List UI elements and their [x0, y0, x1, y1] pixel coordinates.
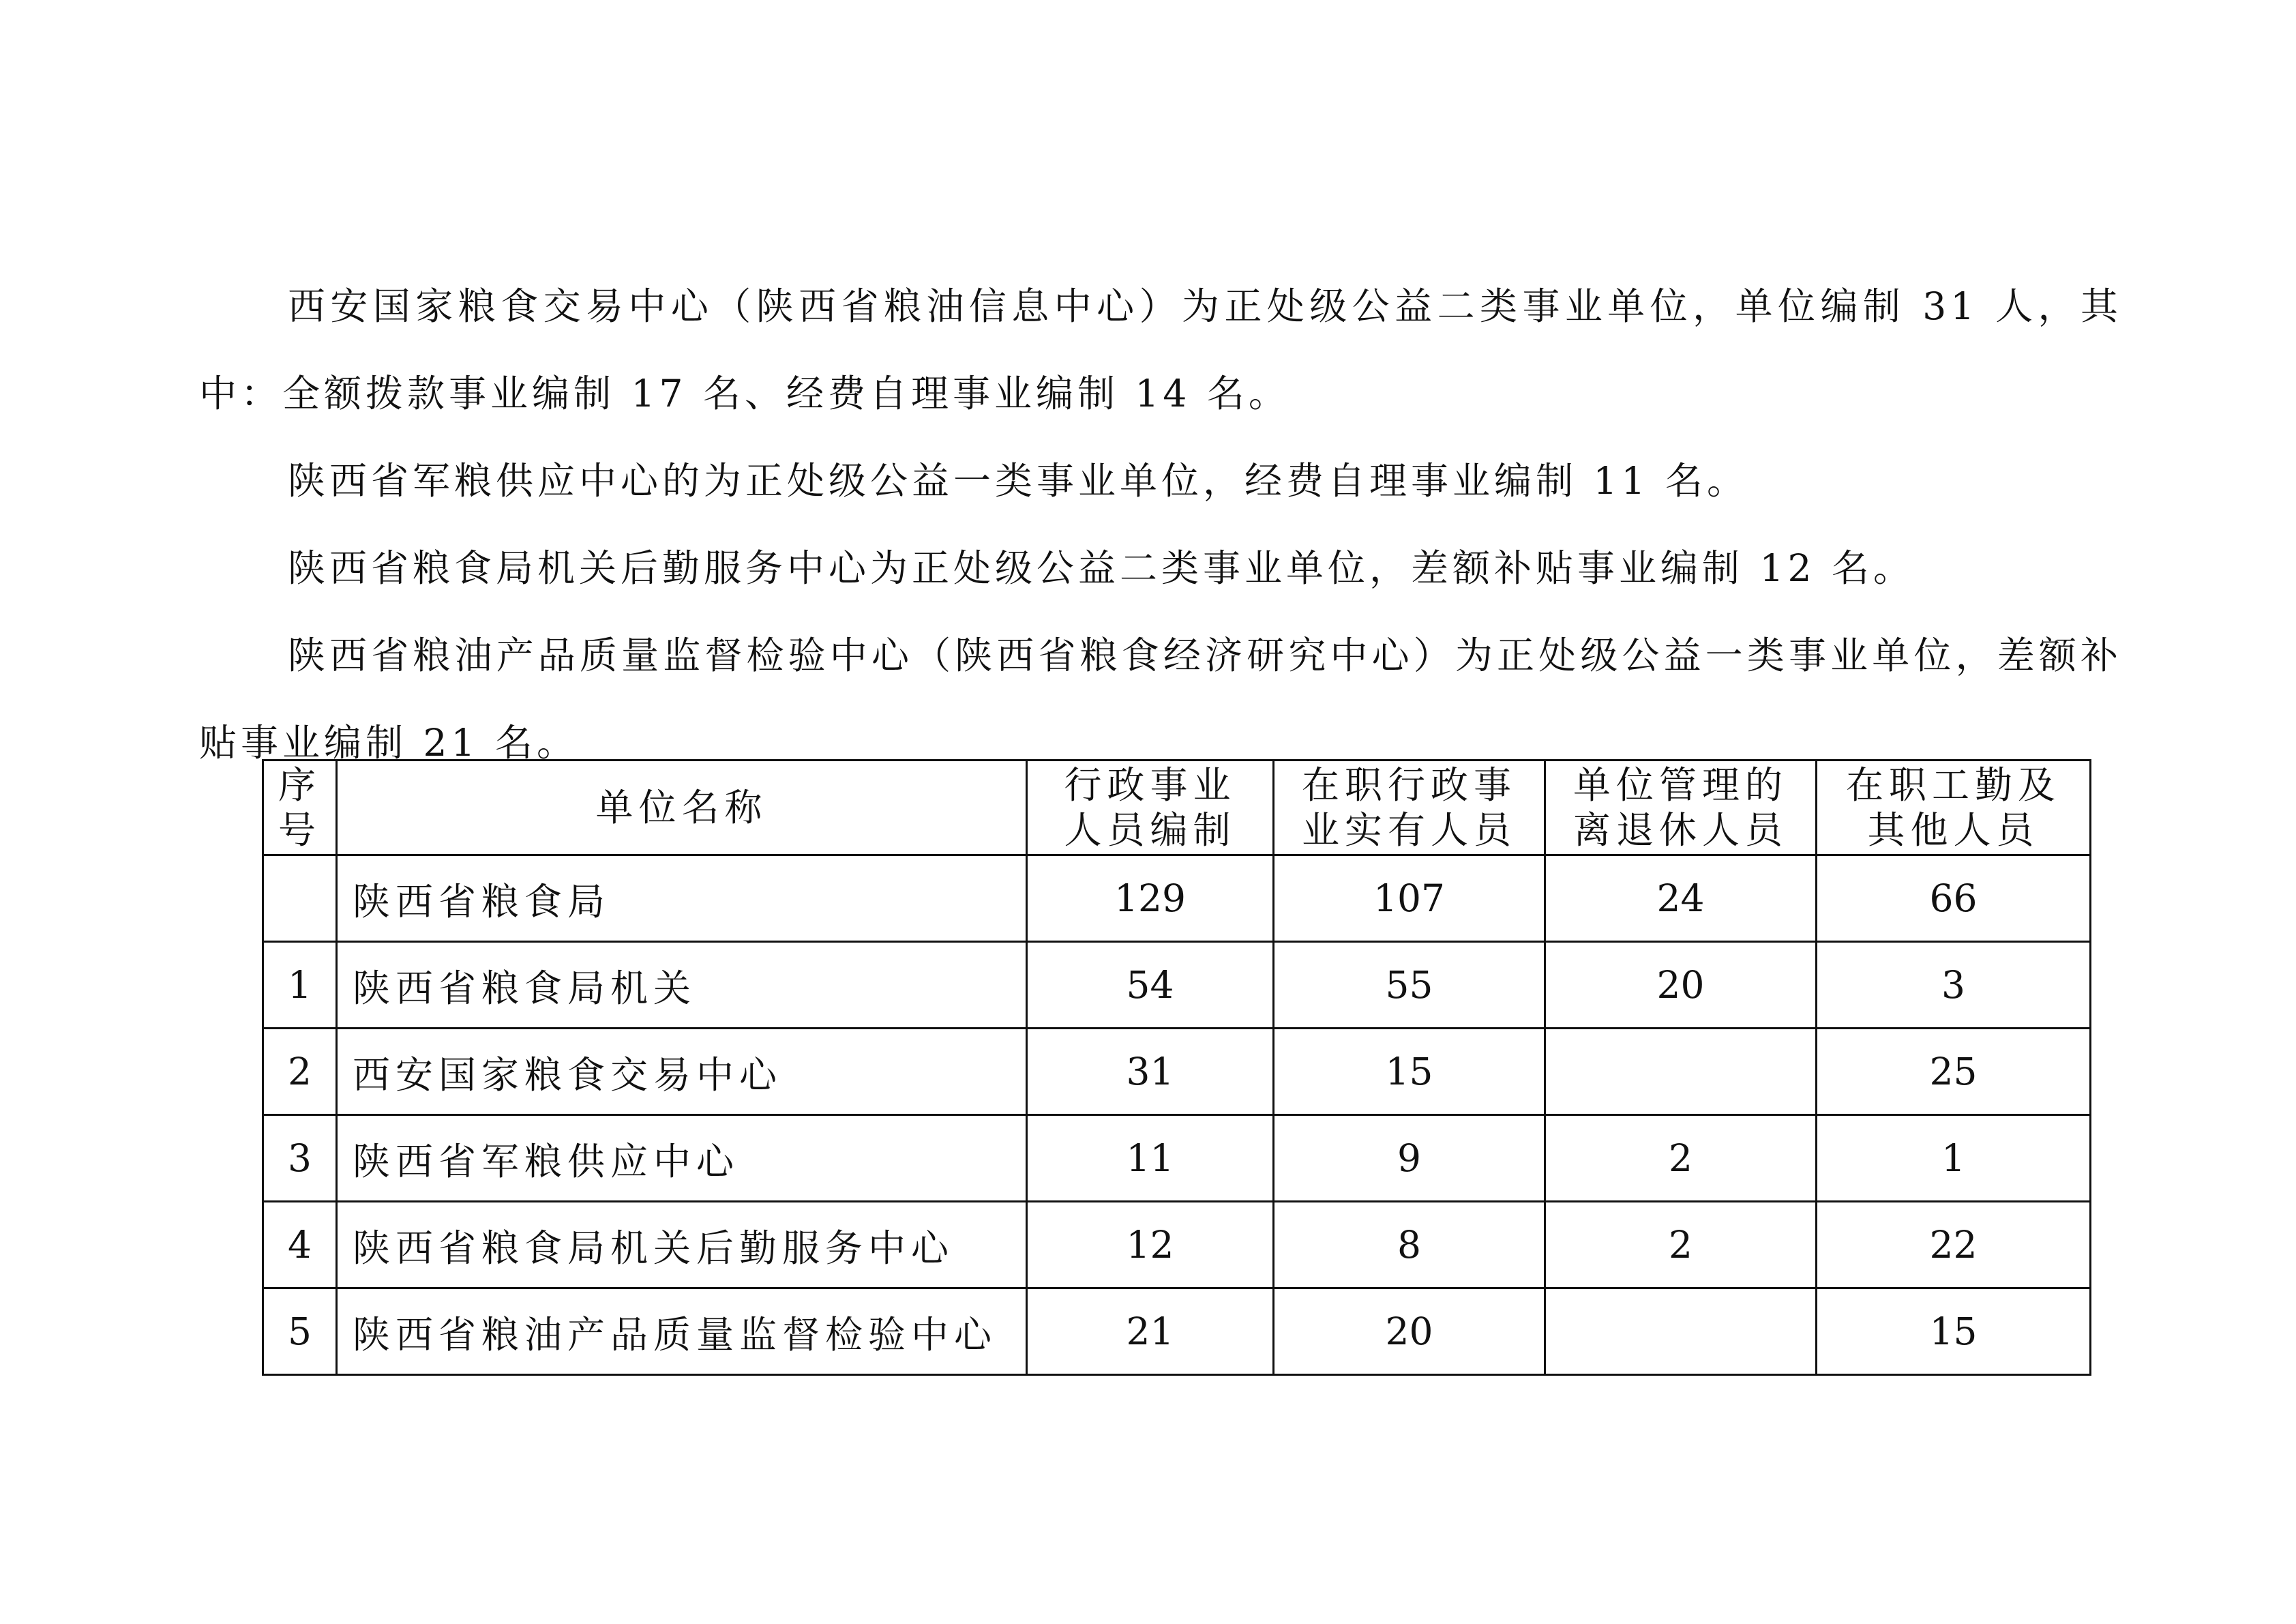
paragraph: 陕西省军粮供应中心的为正处级公益一类事业单位，经费自理事业编制 11 名。 [288, 459, 1748, 503]
cell-actual: 55 [1274, 942, 1545, 1029]
cell-serial: 4 [263, 1202, 337, 1288]
cell-other: 25 [1817, 1029, 2091, 1115]
header-retired-staff: 单位管理的 离退休人员 [1545, 761, 1817, 855]
header-serial-number: 序 号 [263, 761, 337, 855]
cell-serial: 3 [263, 1115, 337, 1202]
table-row [263, 942, 2091, 1029]
body-text [199, 263, 2122, 786]
cell-actual: 107 [1274, 855, 1545, 942]
cell-authorized: 12 [1027, 1202, 1274, 1288]
header-unit-name: 单位名称 [337, 761, 1027, 855]
cell-actual: 9 [1274, 1115, 1545, 1202]
header-authorized-staff: 行政事业 人员编制 [1027, 761, 1274, 855]
table-row [263, 855, 2091, 942]
paragraph: 陕西省粮油产品质量监督检验中心（陕西省粮食经济研究中心）为正处级公益一类事业单位，差额补贴事业编制 21 名。 [199, 634, 2122, 765]
cell-unit-name: 陕西省粮食局机关后勤服务中心 [337, 1202, 1027, 1288]
cell-actual: 8 [1274, 1202, 1545, 1288]
cell-authorized: 11 [1027, 1115, 1274, 1202]
paragraph: 西安国家粮食交易中心（陕西省粮油信息中心）为正处级公益二类事业单位，单位编制 31 人，其中：全额拨款事业编制 17 名、经费自理事业编制 14 名。 [199, 284, 2122, 415]
cell-unit-name: 陕西省军粮供应中心 [337, 1115, 1027, 1202]
cell-other: 22 [1817, 1202, 2091, 1288]
cell-retired: 24 [1545, 855, 1817, 942]
cell-serial [263, 855, 337, 942]
cell-authorized: 31 [1027, 1029, 1274, 1115]
cell-retired: 20 [1545, 942, 1817, 1029]
cell-serial: 5 [263, 1288, 337, 1375]
cell-other: 1 [1817, 1115, 2091, 1202]
staffing-table [262, 759, 2091, 1376]
table-row [263, 1115, 2091, 1202]
cell-unit-name: 陕西省粮食局 [337, 855, 1027, 942]
cell-serial: 1 [263, 942, 337, 1029]
cell-other: 15 [1817, 1288, 2091, 1375]
cell-actual: 15 [1274, 1029, 1545, 1115]
cell-authorized: 129 [1027, 855, 1274, 942]
header-other-staff: 在职工勤及 其他人员 [1817, 761, 2091, 855]
cell-authorized: 21 [1027, 1288, 1274, 1375]
cell-unit-name: 西安国家粮食交易中心 [337, 1029, 1027, 1115]
cell-retired [1545, 1029, 1817, 1115]
paragraph: 陕西省粮食局机关后勤服务中心为正处级公益二类事业单位，差额补贴事业编制 12 名。 [288, 546, 1915, 590]
table-row [263, 1288, 2091, 1375]
cell-actual: 20 [1274, 1288, 1545, 1375]
table-row [263, 1029, 2091, 1115]
cell-unit-name: 陕西省粮油产品质量监督检验中心 [337, 1288, 1027, 1375]
cell-retired: 2 [1545, 1202, 1817, 1288]
header-actual-staff: 在职行政事 业实有人员 [1274, 761, 1545, 855]
table-header-row [263, 761, 2091, 855]
cell-other: 66 [1817, 855, 2091, 942]
cell-authorized: 54 [1027, 942, 1274, 1029]
table-row [263, 1202, 2091, 1288]
cell-retired [1545, 1288, 1817, 1375]
cell-retired: 2 [1545, 1115, 1817, 1202]
cell-other: 3 [1817, 942, 2091, 1029]
cell-serial: 2 [263, 1029, 337, 1115]
cell-unit-name: 陕西省粮食局机关 [337, 942, 1027, 1029]
